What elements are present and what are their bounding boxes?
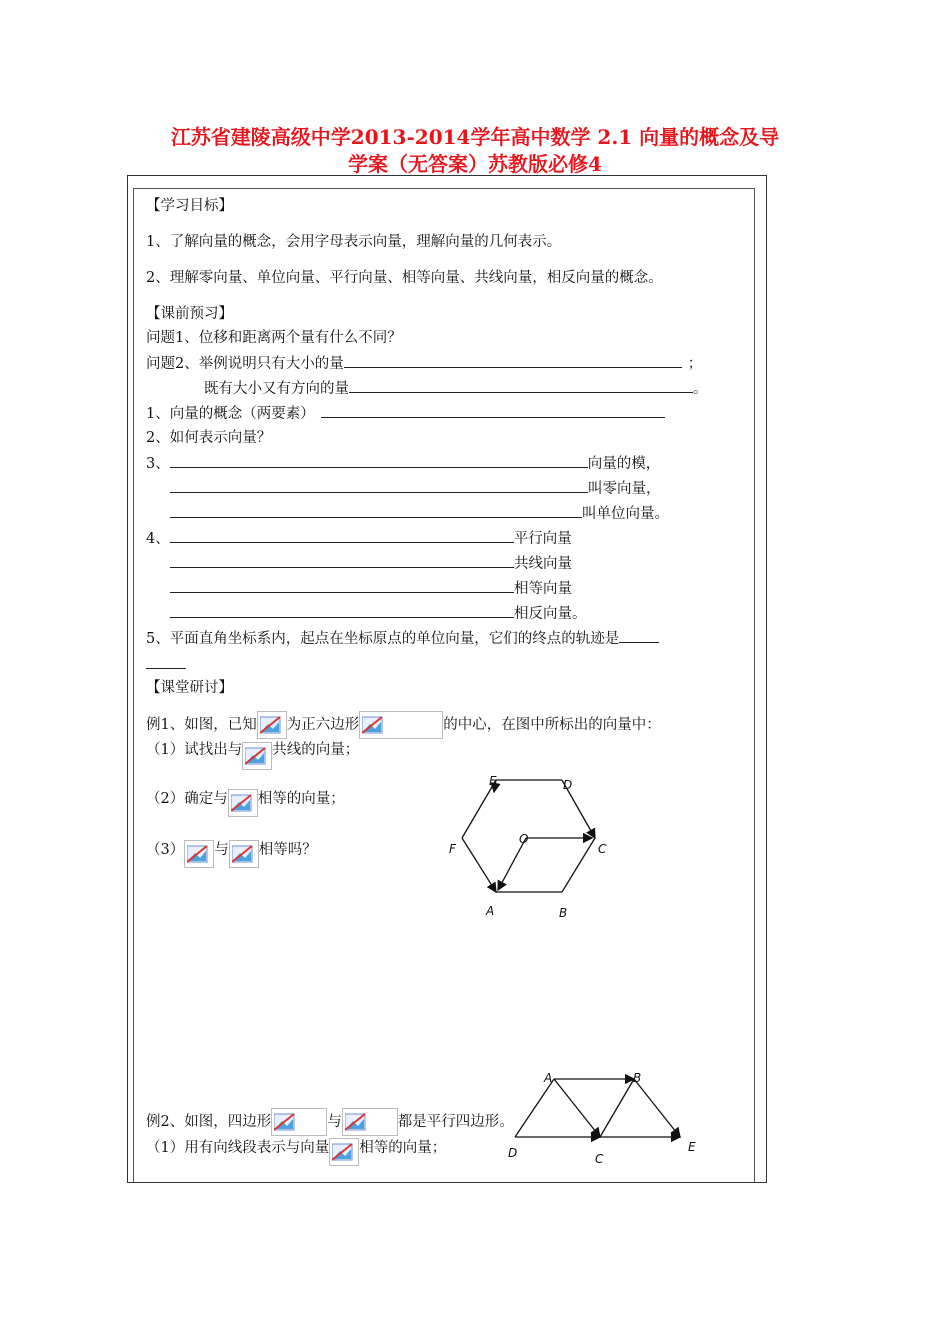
preview-p2: 2、如何表示向量？ bbox=[146, 430, 272, 446]
ex1-q3a: （3） bbox=[146, 842, 185, 858]
goal-2: 2、理解零向量、单位向量、平行向量、相等向量、共线向量，相反向量的概念。 bbox=[146, 270, 663, 286]
broken-image-icon bbox=[342, 1108, 398, 1136]
label-D2: D bbox=[508, 1146, 518, 1160]
preview-p4-num: 4、 bbox=[146, 531, 170, 547]
label-D: D bbox=[563, 778, 573, 792]
broken-image-icon bbox=[184, 840, 214, 868]
ex2-q1a: （1）用有向线段表示与向量 bbox=[146, 1140, 330, 1156]
broken-image-icon bbox=[359, 711, 443, 739]
label-E2: E bbox=[688, 1140, 696, 1154]
ex1-q2 bbox=[146, 789, 345, 817]
blank-line[interactable] bbox=[170, 453, 588, 468]
preview-q2-text: 问题2、举例说明只有大小的量 bbox=[146, 356, 344, 372]
label-C: C bbox=[598, 842, 607, 856]
vector-FA bbox=[462, 838, 496, 892]
label-B: B bbox=[559, 906, 568, 920]
preview-p4a: 平行向量 bbox=[513, 531, 572, 547]
ex2-text-a: 例2、如图，四边形 bbox=[146, 1114, 272, 1130]
preview-p3 bbox=[146, 453, 660, 474]
ex2-q1 bbox=[146, 1138, 446, 1166]
preview-p4b: 共线向量 bbox=[514, 556, 572, 572]
ex1-q2b: 相等的向量； bbox=[257, 791, 345, 807]
ex1-text-b: 为正六边形 bbox=[286, 717, 360, 733]
ex2-text-c: 都是平行四边形。 bbox=[397, 1114, 514, 1130]
preview-q2b-end: 。 bbox=[693, 381, 708, 397]
blank-line[interactable] bbox=[170, 503, 582, 518]
preview-p4c: 相等向量 bbox=[514, 581, 572, 597]
broken-image-icon bbox=[271, 1108, 327, 1136]
ex1-q1a: （1）试找出与 bbox=[146, 742, 243, 758]
blank-line[interactable] bbox=[321, 403, 665, 418]
edge-FE bbox=[462, 780, 496, 838]
section-preview: 【课前预习】 bbox=[146, 306, 233, 322]
ex1-q1b: 共线的向量； bbox=[272, 742, 360, 758]
preview-p5-text: 5、平面直角坐标系内，起点在坐标原点的单位向量，它们的终点的轨迹是 bbox=[146, 631, 620, 647]
preview-p4 bbox=[146, 528, 572, 549]
blank-line[interactable] bbox=[349, 378, 693, 393]
broken-image-icon bbox=[257, 711, 287, 739]
label-F: F bbox=[449, 842, 456, 856]
broken-image-icon bbox=[228, 789, 258, 817]
preview-p5 bbox=[146, 628, 659, 649]
doc-title-line1: 江苏省建陵高级中学2013-2014学年高中数学 2.1 向量的概念及导 bbox=[170, 125, 780, 149]
blank-line[interactable] bbox=[170, 528, 514, 543]
preview-p4d-row bbox=[170, 603, 587, 624]
blank-line[interactable] bbox=[170, 578, 514, 593]
label-C2: C bbox=[595, 1152, 604, 1166]
label-O: O bbox=[519, 832, 529, 846]
parallelogram-figure bbox=[510, 1070, 710, 1150]
label-A: A bbox=[486, 904, 495, 918]
preview-p3b: 叫零向量， bbox=[588, 481, 661, 497]
blank-line[interactable] bbox=[170, 553, 514, 568]
vector-BE bbox=[634, 1079, 680, 1137]
preview-q1: 问题1、位移和距离两个量有什么不同？ bbox=[146, 330, 402, 346]
section-class: 【课堂研讨】 bbox=[146, 680, 233, 696]
preview-p1 bbox=[146, 403, 665, 424]
blank-line[interactable] bbox=[619, 628, 659, 643]
preview-p3c: 叫单位向量。 bbox=[582, 506, 669, 522]
preview-q2b-text: 既有大小又有方向的量 bbox=[204, 381, 349, 397]
section-goals: 【学习目标】 bbox=[146, 198, 233, 214]
vector-AC bbox=[554, 1079, 600, 1137]
ex1-q2a: （2）确定与 bbox=[146, 791, 228, 807]
edge-AD bbox=[515, 1079, 554, 1137]
ex2-q1b: 相等的向量； bbox=[359, 1140, 447, 1156]
label-B2: B bbox=[633, 1071, 642, 1085]
preview-p4b-row bbox=[170, 553, 572, 574]
ex1-q3c: 相等吗？ bbox=[258, 842, 317, 858]
preview-p4c-row bbox=[170, 578, 572, 599]
edge-CB bbox=[600, 1079, 634, 1137]
ex1-text-a: 例1、如图，已知 bbox=[146, 717, 257, 733]
ex1-stem bbox=[146, 711, 661, 739]
ex1-q3 bbox=[146, 840, 317, 868]
preview-p3-num: 3、 bbox=[146, 456, 170, 472]
label-E: E bbox=[489, 774, 497, 788]
ex1-q3b: 与 bbox=[214, 842, 229, 858]
goal-1: 1、了解向量的概念，会用字母表示向量，理解向量的几何表示。 bbox=[146, 234, 562, 250]
ex1-text-c: 的中心，在图中所标出的向量中： bbox=[443, 717, 661, 733]
preview-q2b bbox=[204, 378, 708, 399]
blank-line[interactable] bbox=[170, 478, 588, 493]
ex2-text-b: 与 bbox=[327, 1114, 342, 1130]
preview-q2-end: ； bbox=[687, 356, 703, 372]
preview-p3a: 向量的模， bbox=[587, 456, 661, 472]
broken-image-icon bbox=[242, 742, 272, 770]
preview-p1-text: 1、向量的概念（两要素） bbox=[146, 406, 315, 422]
blank-line[interactable] bbox=[146, 654, 186, 669]
ex1-q1 bbox=[146, 740, 359, 770]
preview-q2 bbox=[146, 353, 702, 374]
edge-CB bbox=[562, 838, 595, 892]
blank-line[interactable] bbox=[170, 603, 514, 618]
blank-line[interactable] bbox=[344, 353, 682, 368]
doc-title-line2: 学案（无答案）苏教版必修4 bbox=[348, 152, 602, 176]
label-A2: A bbox=[544, 1071, 553, 1085]
preview-p3c-row bbox=[170, 503, 669, 524]
preview-p3b-row bbox=[170, 478, 661, 499]
broken-image-icon bbox=[329, 1138, 359, 1166]
ex2-stem bbox=[146, 1108, 514, 1136]
preview-p4d: 相反向量。 bbox=[514, 606, 587, 622]
broken-image-icon bbox=[229, 840, 259, 868]
